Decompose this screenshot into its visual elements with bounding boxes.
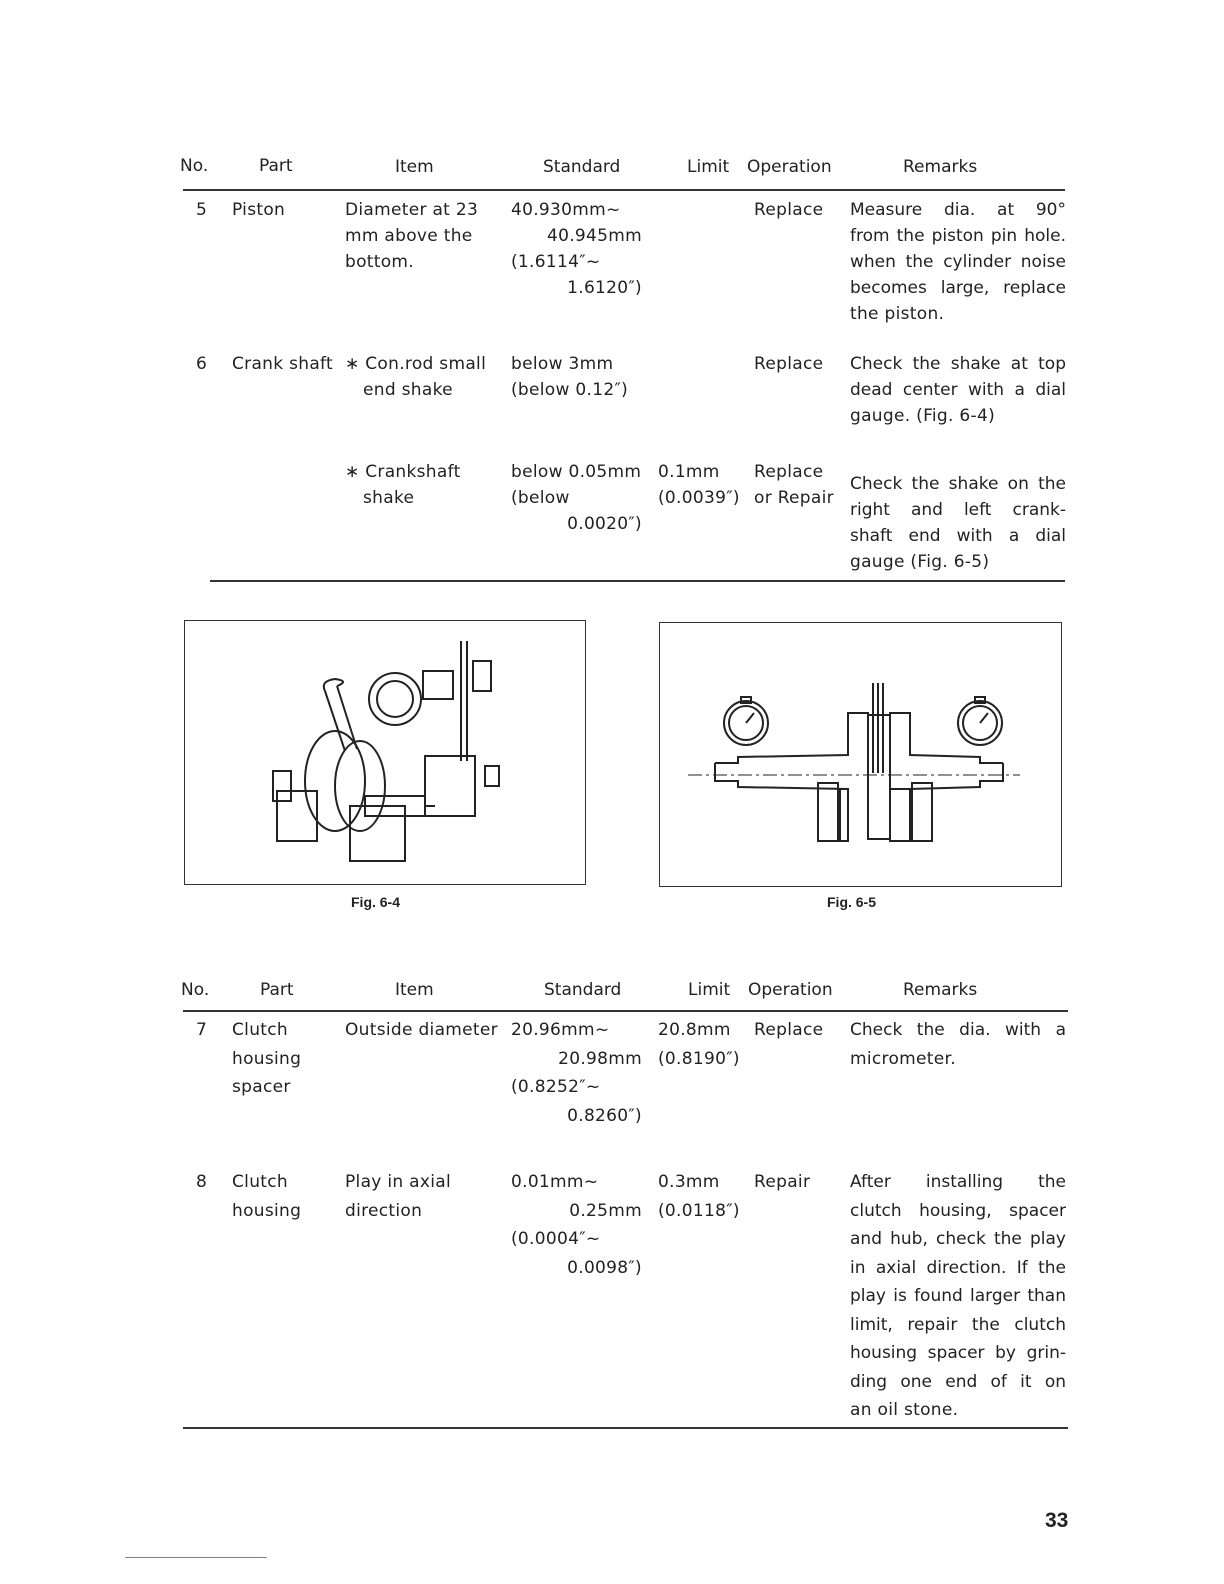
- remarks-text: ding one end of it on: [850, 1371, 1066, 1392]
- part-text: Crank shaft: [232, 354, 334, 374]
- remarks-text: housing spacer by grin-: [850, 1343, 1066, 1363]
- part-text: spacer: [232, 1077, 291, 1097]
- part-text: housing: [232, 1048, 302, 1069]
- item-text: Diameter at 23: [345, 200, 479, 220]
- operation-text: Repair: [754, 1172, 811, 1192]
- remarks-text: becomes large, replace: [850, 278, 1066, 298]
- table-bottom-rule: [183, 1427, 1068, 1429]
- operation-text: or Repair: [754, 488, 834, 508]
- remarks-text: when the cylinder noise: [850, 252, 1066, 272]
- part-text: Piston: [232, 200, 286, 220]
- remarks-text: Check the dia. with a: [850, 1020, 1066, 1040]
- remarks-text: from the piston pin hole.: [850, 226, 1066, 246]
- limit-text: (0.0118″): [658, 1200, 740, 1221]
- standard-text: 0.25mm: [569, 1200, 642, 1221]
- footer-rule: [125, 1557, 267, 1558]
- header-rule: [183, 1010, 1068, 1012]
- operation-text: Replace: [754, 462, 824, 482]
- standard-text: 0.01mm~: [511, 1172, 599, 1192]
- standard-text: 1.6120″): [567, 278, 642, 298]
- standard-text: (below 0.12″): [511, 380, 629, 400]
- standard-text: 20.96mm~: [511, 1020, 610, 1040]
- header-remarks: Remarks: [903, 157, 978, 177]
- header-rule: [183, 189, 1065, 191]
- item-text: bottom.: [345, 252, 414, 272]
- limit-text: (0.0039″): [658, 488, 740, 508]
- figure-6-5-caption: Fig. 6-5: [827, 894, 877, 910]
- header-remarks: Remarks: [903, 980, 978, 1000]
- standard-text: below 0.05mm: [511, 462, 642, 482]
- dial-gauge-on-crankshaft-illustration-icon: [185, 621, 585, 884]
- part-text: housing: [232, 1200, 302, 1221]
- standard-text: 40.945mm: [546, 226, 642, 246]
- remarks-text: gauge (Fig. 6-5): [850, 552, 990, 572]
- standard-text: 0.0098″): [567, 1257, 642, 1278]
- remarks-text: right and left crank-: [850, 500, 1066, 520]
- operation-text: Replace: [754, 200, 824, 220]
- operation-text: Replace: [754, 1020, 824, 1040]
- limit-text: 0.3mm: [658, 1172, 720, 1192]
- remarks-text: Check the shake on the: [850, 474, 1066, 494]
- standard-text: 20.98mm: [558, 1048, 642, 1069]
- figure-6-5: [659, 622, 1062, 887]
- remarks-text: in axial direction. If the: [850, 1257, 1066, 1278]
- table-bottom-rule: [210, 580, 1065, 582]
- remarks-text: dead center with a dial: [850, 380, 1066, 400]
- limit-text: 20.8mm: [658, 1020, 731, 1040]
- item-text: shake: [363, 488, 415, 508]
- standard-text: (0.0004″~: [511, 1229, 601, 1249]
- remarks-text: Check the shake at top: [850, 354, 1066, 374]
- header-operation: Operation: [748, 980, 833, 1000]
- standard-text: (1.6114″~: [511, 252, 601, 272]
- part-text: Clutch: [232, 1020, 288, 1040]
- header-item: Item: [395, 157, 434, 177]
- remarks-text: the piston.: [850, 304, 945, 324]
- row-number: 6: [196, 354, 208, 374]
- item-text: end shake: [363, 380, 453, 400]
- standard-text: (below: [511, 488, 570, 508]
- row-number: 8: [196, 1172, 208, 1192]
- item-text: direction: [345, 1200, 423, 1221]
- remarks-text: clutch housing, spacer: [850, 1200, 1066, 1221]
- header-standard: Standard: [543, 157, 621, 177]
- row-number: 5: [196, 200, 208, 220]
- figure-6-4: [184, 620, 586, 885]
- header-part: Part: [259, 156, 293, 176]
- header-part: Part: [260, 980, 294, 1000]
- header-operation: Operation: [747, 157, 832, 177]
- item-text: ∗ Con.rod small: [345, 354, 487, 374]
- standard-text: 0.0020″): [567, 514, 642, 534]
- crankshaft-dial-gauges-diagram-icon: [660, 623, 1061, 886]
- item-text: Outside diameter: [345, 1020, 498, 1040]
- page-number: 33: [1045, 1509, 1069, 1532]
- item-text: mm above the: [345, 226, 473, 246]
- header-standard: Standard: [544, 980, 622, 1000]
- row-number: 7: [196, 1020, 208, 1040]
- header-no: No.: [180, 156, 209, 176]
- remarks-text: an oil stone.: [850, 1400, 959, 1420]
- standard-text: 0.8260″): [567, 1105, 642, 1126]
- part-text: Clutch: [232, 1172, 288, 1192]
- header-no: No.: [181, 980, 210, 1000]
- remarks-text: limit, repair the clutch: [850, 1314, 1066, 1335]
- limit-text: 0.1mm: [658, 462, 720, 482]
- header-limit: Limit: [688, 980, 731, 1000]
- remarks-text: gauge. (Fig. 6-4): [850, 406, 996, 426]
- figure-6-4-caption: Fig. 6-4: [351, 894, 401, 910]
- item-text: Play in axial: [345, 1172, 451, 1192]
- standard-text: (0.8252″~: [511, 1077, 601, 1097]
- operation-text: Replace: [754, 354, 824, 374]
- remarks-text: and hub, check the play: [850, 1229, 1066, 1249]
- standard-text: below 3mm: [511, 354, 614, 374]
- item-text: ∗ Crankshaft: [345, 462, 461, 482]
- remarks-text: play is found larger than: [850, 1286, 1066, 1306]
- remarks-text: Measure dia. at 90°: [850, 200, 1066, 220]
- remarks-text: After installing the: [850, 1172, 1066, 1192]
- remarks-text: micrometer.: [850, 1048, 956, 1069]
- header-item: Item: [395, 980, 434, 1000]
- standard-text: 40.930mm~: [511, 200, 621, 220]
- limit-text: (0.8190″): [658, 1048, 740, 1069]
- header-limit: Limit: [687, 157, 730, 177]
- remarks-text: shaft end with a dial: [850, 526, 1066, 546]
